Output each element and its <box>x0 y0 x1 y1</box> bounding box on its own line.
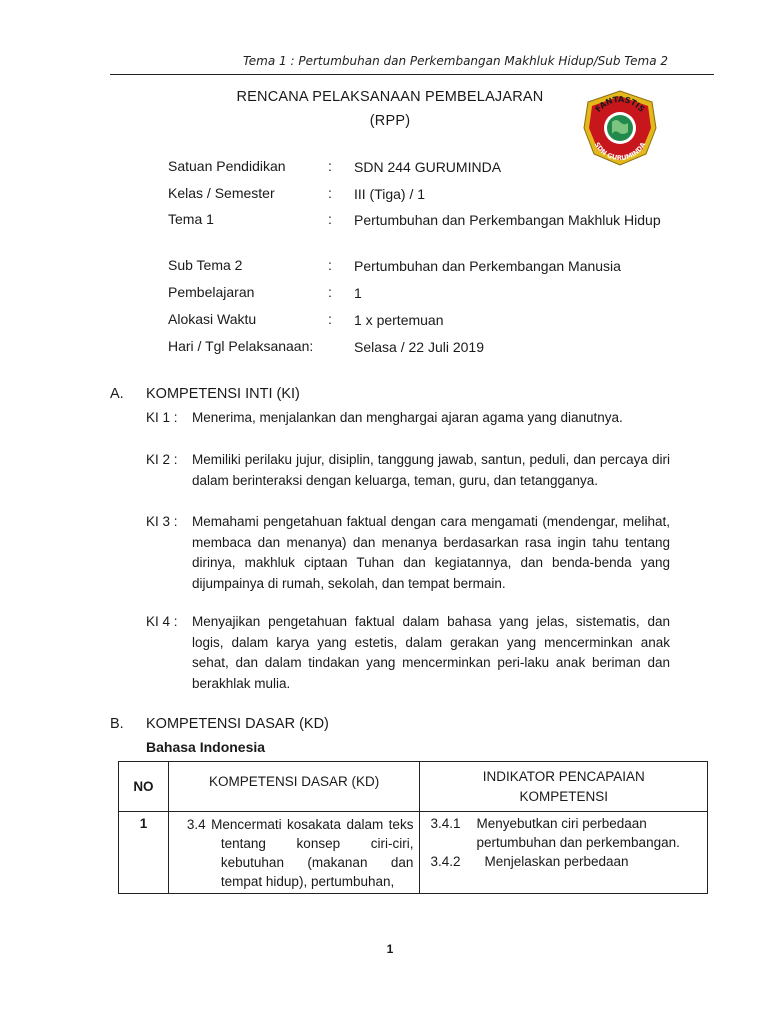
info-value: 1 <box>354 285 362 301</box>
info-label: Hari / Tgl Pelaksanaan: <box>168 338 314 354</box>
header-divider <box>110 74 714 75</box>
document-subtitle: (RPP) <box>369 113 411 129</box>
indicator-text: Menjelaskan perbedaan <box>484 854 629 869</box>
ki-item <box>146 450 670 491</box>
ki-text: Memiliki perilaku jujur, disiplin, tanggung jawab, santun, peduli, dan percaya diri dalam berinteraksi dengan keluarga, teman, guru, dan tetangganya. <box>192 452 670 488</box>
indicator-number: 3.4.1 <box>430 816 461 831</box>
table-row <box>119 812 708 894</box>
section-a-title: KOMPETENSI INTI (KI) <box>146 386 300 402</box>
info-label: Pembelajaran <box>168 284 255 300</box>
info-value: III (Tiga) / 1 <box>354 186 426 202</box>
indicator-item <box>430 852 699 871</box>
info-value: 1 x pertemuan <box>354 312 444 328</box>
ki-text: Memahami pengetahuan faktual dengan cara mengamati (mendengar, melihat, membaca dan menanya) dan menanya berdasarkan rasa ingin tahu tentang dirinya, makhluk ciptaan Tuhan dan kegiatannya, dan benda-benda yang dijumpainya di rumah, sekolah, dan tempat bermain. <box>192 514 670 591</box>
info-label: Satuan Pendidikan <box>168 158 286 174</box>
info-label: Sub Tema 2 <box>168 257 243 273</box>
info-colon: : <box>328 257 332 273</box>
ki-item <box>146 612 670 694</box>
ki-label: KI 2 : <box>146 452 178 467</box>
info-colon: : <box>328 158 332 174</box>
kd-table <box>118 761 708 894</box>
indicator-cell <box>420 812 708 894</box>
info-value: SDN 244 GURUMINDA <box>354 159 502 175</box>
info-value: Pertumbuhan dan Perkembangan Manusia <box>354 258 621 274</box>
info-colon: : <box>328 311 332 327</box>
col-header-kd: KOMPETENSI DASAR (KD) <box>168 762 420 812</box>
row-number: 1 <box>119 812 169 894</box>
school-logo <box>580 88 660 168</box>
table-header-row <box>119 762 708 812</box>
section-a-letter: A. <box>110 386 124 402</box>
section-b-letter: B. <box>110 716 124 732</box>
indicator-number: 3.4.2 <box>430 854 461 869</box>
info-value: Selasa / 22 Juli 2019 <box>354 339 484 355</box>
running-header: Tema 1 : Pertumbuhan dan Perkembangan Makhluk Hidup/Sub Tema 2 <box>242 54 668 68</box>
col-header-indicator: INDIKATOR PENCAPAIAN KOMPETENSI <box>420 762 708 812</box>
ki-item <box>146 512 670 594</box>
ki-label: KI 3 : <box>146 514 178 529</box>
logo-top-text: FANTASTIS <box>593 94 647 114</box>
kd-cell: 3.4 Mencermati kosakata dalam teks tentang konsep ciri-ciri, kebutuhan (makanan dan tempat hidup), pertumbuhan, <box>168 812 420 894</box>
ki-label: KI 4 : <box>146 614 178 629</box>
subject-heading: Bahasa Indonesia <box>146 739 266 755</box>
col-header-no: NO <box>119 762 169 812</box>
info-colon: : <box>328 211 332 227</box>
info-label: Kelas / Semester <box>168 185 275 201</box>
page-number: 1 <box>386 942 394 956</box>
logo-bottom-text: SDN GURUMINDA <box>592 140 648 163</box>
indicator-item <box>430 814 699 852</box>
document-title: RENCANA PELAKSANAAN PEMBELAJARAN <box>236 89 544 105</box>
section-b-title: KOMPETENSI DASAR (KD) <box>146 716 329 732</box>
ki-text: Menerima, menjalankan dan menghargai ajaran agama yang dianutnya. <box>192 410 623 425</box>
info-label: Alokasi Waktu <box>168 311 257 327</box>
ki-label: KI 1 : <box>146 410 178 425</box>
ki-item <box>146 408 670 429</box>
info-label: Tema 1 <box>168 211 214 227</box>
info-colon: : <box>328 284 332 300</box>
indicator-text: Menyebutkan ciri perbedaan pertumbuhan dan perkembangan. <box>476 816 680 850</box>
ki-text: Menyajikan pengetahuan faktual dalam bahasa yang jelas, sistematis, dan logis, dalam karya yang estetis, dalam gerakan yang mencerminkan anak sehat, dan dalam tindakan yang mencerminkan peri-laku anak beriman dan berakhlak mulia. <box>192 614 670 691</box>
info-value: Pertumbuhan dan Perkembangan Makhluk Hidup <box>354 212 661 228</box>
info-colon: : <box>328 185 332 201</box>
